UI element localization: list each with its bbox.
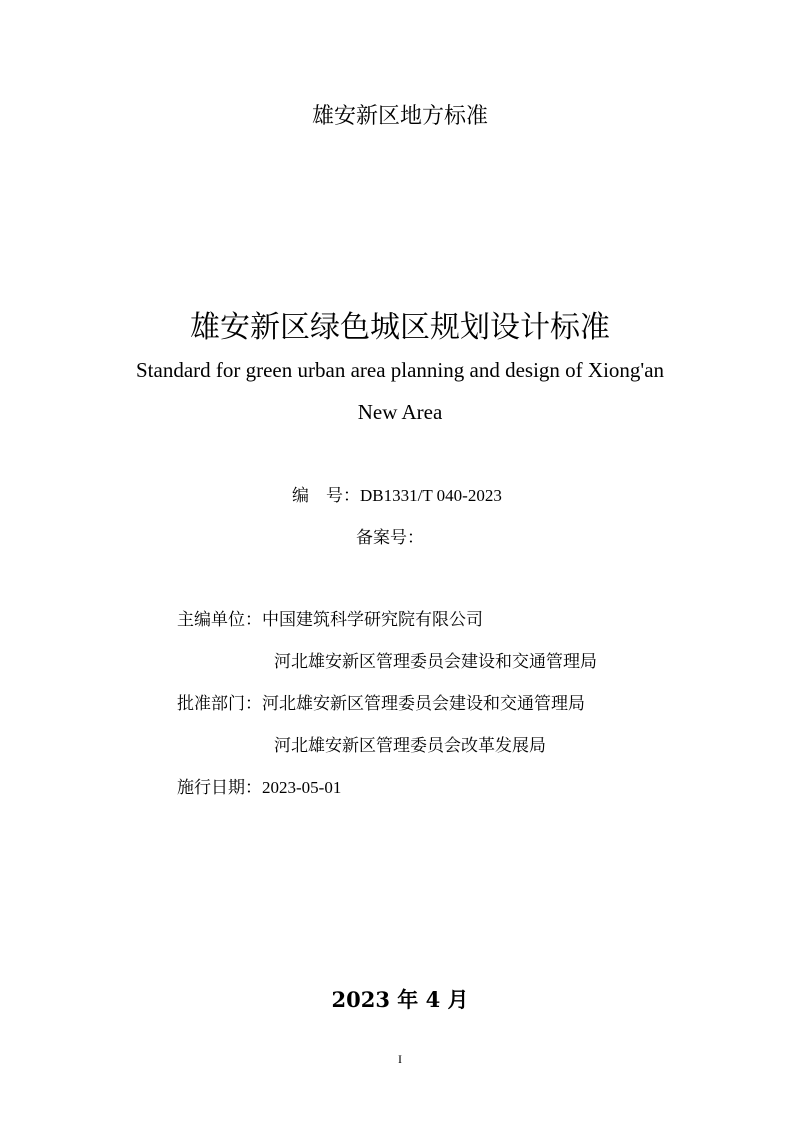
filing-number-row xyxy=(356,525,424,551)
series-heading: 雄安新区地方标准 xyxy=(311,104,488,129)
standard-code-row xyxy=(292,483,502,509)
document-title-english-line-2: New Area xyxy=(357,400,443,424)
document-title-english-line-1: Standard for green urban area planning and design of Xiong'an xyxy=(135,358,665,382)
page-number: I xyxy=(398,1052,402,1066)
approver-organization: 河北雄安新区管理委员会建设和交通管理局 xyxy=(262,694,585,714)
chief-editor-organization: 中国建筑科学研究院有限公司 xyxy=(262,610,483,630)
chief-editor-organization: 河北雄安新区管理委员会建设和交通管理局 xyxy=(274,652,597,672)
effective-date-value: 2023-05-01 xyxy=(262,778,342,797)
standard-code-value: DB1331/T 040-2023 xyxy=(360,486,502,505)
approver-row xyxy=(177,691,585,717)
approver-organization: 河北雄安新区管理委员会改革发展局 xyxy=(274,736,546,756)
filing-number-label: 备案号： xyxy=(356,528,424,548)
issue-date: 2023 年 4 月 xyxy=(331,987,469,1012)
effective-date-row xyxy=(177,775,341,801)
standard-code-label: 编 号： xyxy=(292,486,360,506)
document-title-chinese: 雄安新区绿色城区规划设计标准 xyxy=(190,310,610,345)
effective-date-label: 施行日期： xyxy=(177,778,262,798)
chief-editor-label: 主编单位： xyxy=(177,610,262,630)
approver-label: 批准部门： xyxy=(177,694,262,714)
chief-editor-row xyxy=(177,607,483,633)
